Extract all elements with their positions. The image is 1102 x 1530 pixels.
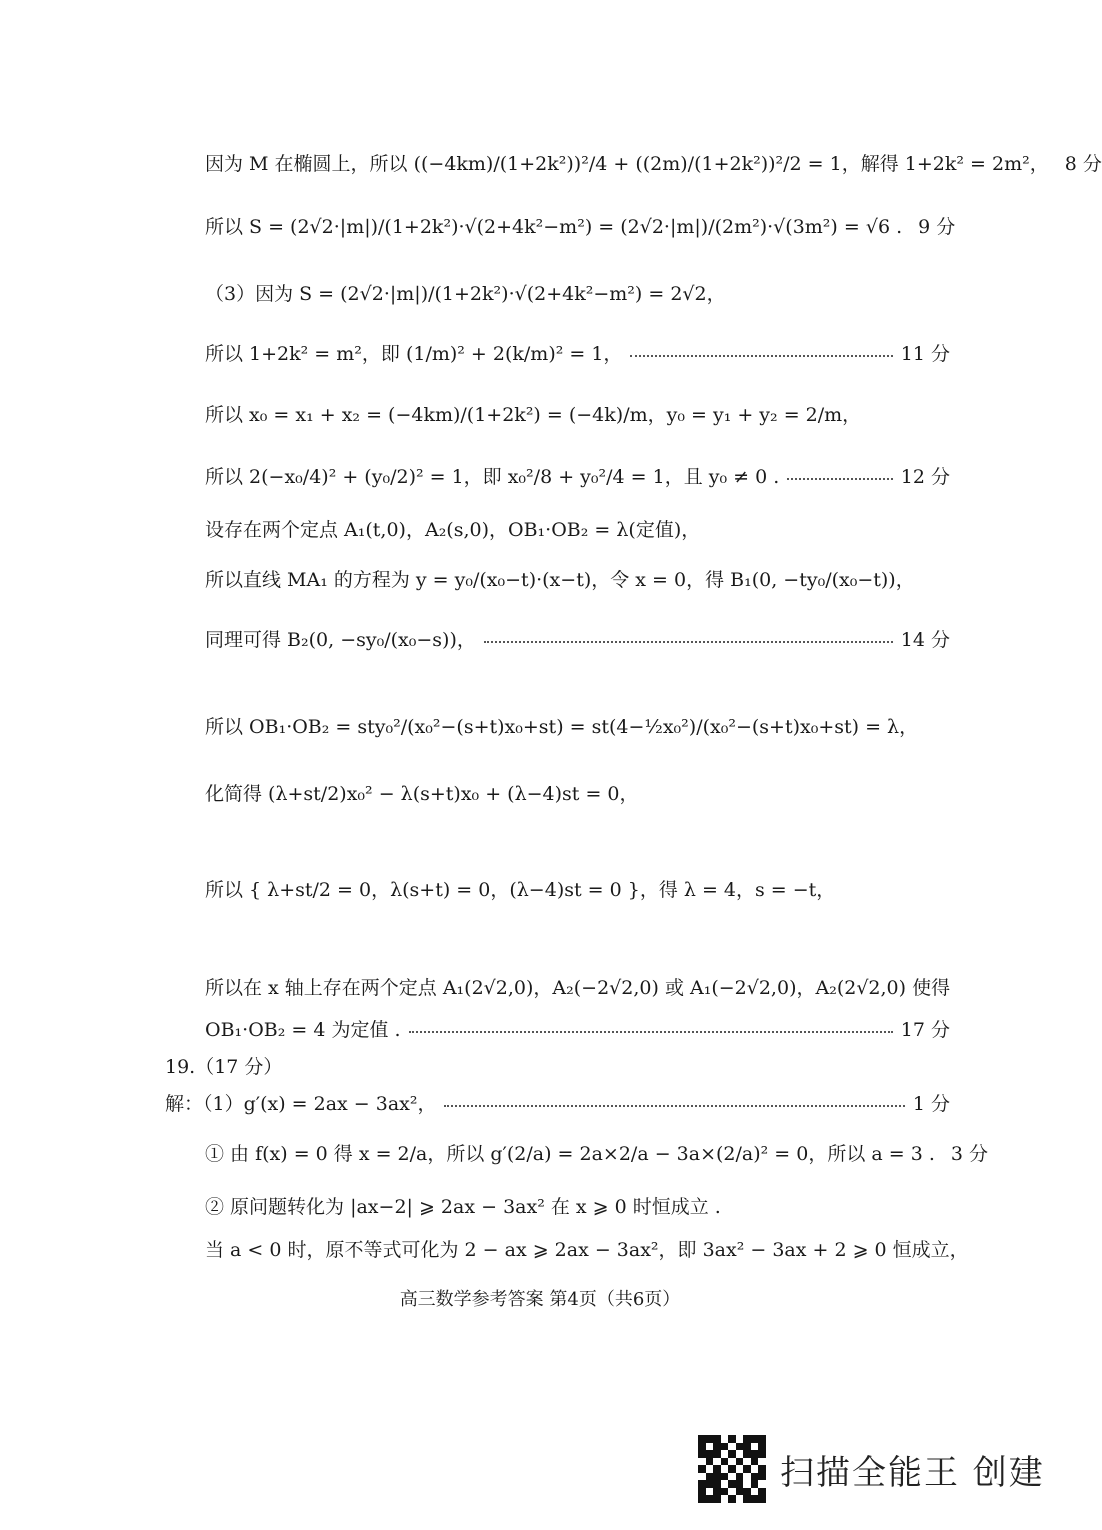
- line-4-text: 所以 1+2k² = m²，即 (1/m)² + 2(k/m)² = 1，: [205, 342, 623, 365]
- line-7: [205, 508, 950, 548]
- line-8: [205, 558, 950, 598]
- leader-dots: [409, 1031, 893, 1033]
- line-16-score: 1 分: [912, 1092, 950, 1115]
- leader-dots: [484, 641, 893, 643]
- leader-dots: [444, 1105, 904, 1107]
- line-17-score: 3 分: [950, 1142, 989, 1165]
- line-4-score: 11 分: [900, 342, 950, 365]
- line-16: [165, 1082, 950, 1122]
- line-2: [205, 205, 956, 245]
- line-8-text: 所以直线 MA₁ 的方程为 y = y₀/(x₀−t)·(x−t)，令 x = 0，得 B₁(0, −ty₀/(x₀−t))，: [205, 568, 915, 591]
- line-14-score: 17 分: [900, 1018, 950, 1041]
- line-10-text: 所以 OB₁·OB₂ = sty₀²/(x₀²−(s+t)x₀+st) = st(4−½x₀²)/(x₀²−(s+t)x₀+st) = λ，: [205, 715, 919, 738]
- line-1-score: 8 分: [1064, 152, 1102, 175]
- line-10: [205, 705, 950, 745]
- line-2-score: 9 分: [918, 215, 956, 238]
- line-13: [205, 966, 950, 1006]
- line-19: [205, 1228, 969, 1268]
- line-3-text: （3）因为 S = (2√2·|m|)/(1+2k²)·√(2+4k²−m²) = 2√2，: [205, 282, 726, 305]
- line-6: [205, 455, 950, 495]
- leader-dots: [630, 355, 892, 357]
- line-15: [165, 1045, 950, 1085]
- line-13-text: 所以在 x 轴上存在两个定点 A₁(2√2,0)，A₂(−2√2,0) 或 A₁(−2√2,0)，A₂(2√2,0) 使得: [205, 976, 951, 999]
- scanner-brand-text: 扫描全能王 创建: [780, 1452, 1045, 1493]
- line-3: [205, 272, 950, 312]
- line-18-text: ② 原问题转化为 |ax−2| ⩾ 2ax − 3ax² 在 x ⩾ 0 时恒成立 .: [205, 1195, 721, 1218]
- line-17: [205, 1132, 989, 1172]
- line-9: [205, 618, 950, 658]
- line-2-text: 所以 S = (2√2·|m|)/(1+2k²)·√(2+4k²−m²) = (2√2·|m|)/(2m²)·√(3m²) = √6 .: [205, 215, 903, 238]
- line-16-text: 解：（1）g′(x) = 2ax − 3ax²，: [165, 1092, 437, 1115]
- page-footer: 高三数学参考答案 第4页（共6页）: [399, 1289, 681, 1310]
- line-9-score: 14 分: [900, 628, 950, 651]
- line-19-text: 当 a < 0 时，原不等式可化为 2 − ax ⩾ 2ax − 3ax²，即 3ax² − 3ax + 2 ⩾ 0 恒成立，: [205, 1238, 969, 1261]
- line-11: [205, 772, 950, 812]
- line-12-text: 所以 { λ+st/2 = 0，λ(s+t) = 0，(λ−4)st = 0 }，得 λ = 4，s = −t，: [205, 878, 836, 901]
- line-1: [205, 142, 1102, 182]
- leader-dots: [787, 478, 893, 480]
- qr-code-icon: [698, 1435, 766, 1503]
- line-6-text: 所以 2(−x₀/4)² + (y₀/2)² = 1，即 x₀²/8 + y₀²/4 = 1，且 y₀ ≠ 0 .: [205, 465, 780, 488]
- line-5: [205, 393, 950, 433]
- line-15-text: 19.（17 分）: [165, 1055, 283, 1078]
- line-7-text: 设存在两个定点 A₁(t,0)，A₂(s,0)，OB₁·OB₂ = λ(定值)，: [205, 518, 701, 541]
- line-11-text: 化简得 (λ+st/2)x₀² − λ(s+t)x₀ + (λ−4)st = 0，: [205, 782, 639, 805]
- line-17-text: ① 由 f(x) = 0 得 x = 2/a，所以 g′(2/a) = 2a×2/a − 3a×(2/a)² = 0，所以 a = 3 .: [205, 1142, 935, 1165]
- line-12: [205, 868, 950, 908]
- line-14-text: OB₁·OB₂ = 4 为定值 .: [205, 1018, 401, 1041]
- line-6-score: 12 分: [900, 465, 950, 488]
- line-1-text: 因为 M 在椭圆上，所以 ((−4km)/(1+2k²))²/4 + ((2m)/(1+2k²))²/2 = 1，解得 1+2k² = 2m²，: [205, 152, 1049, 175]
- line-18: [205, 1185, 950, 1225]
- scanner-watermark: [698, 1435, 1045, 1503]
- line-14: [205, 1008, 950, 1048]
- line-9-text: 同理可得 B₂(0, −sy₀/(x₀−s))，: [205, 628, 476, 651]
- line-4: [205, 332, 950, 372]
- line-5-text: 所以 x₀ = x₁ + x₂ = (−4km)/(1+2k²) = (−4k)/m，y₀ = y₁ + y₂ = 2/m，: [205, 403, 862, 426]
